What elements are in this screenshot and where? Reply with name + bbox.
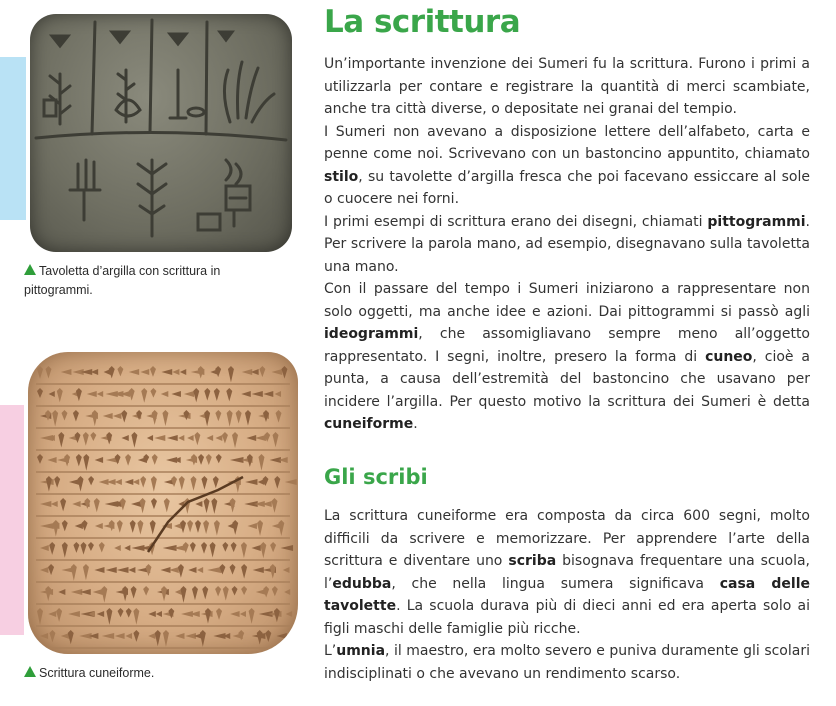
bold-term: umnia xyxy=(336,643,386,659)
paragraph xyxy=(324,121,810,211)
cuneiform-tablet-caption: Scrittura cuneiforme. xyxy=(24,664,264,683)
paragraph xyxy=(324,211,810,279)
bold-term: casa delle tavolette xyxy=(324,575,811,614)
bold-term: cuneiforme xyxy=(324,416,414,432)
bold-term: stilo xyxy=(324,168,359,185)
bold-term: pittogrammi xyxy=(707,213,806,230)
section-2-body xyxy=(324,505,810,685)
pictogram-tablet-photo xyxy=(30,14,292,252)
pictogram-tablet-caption: Tavoletta d’argilla con scrittura in pittogrammi. xyxy=(24,264,221,297)
text-run: I Sumeri non avevano a disposizione lettere dell’alfabeto, carta e penne come noi. Scrivevano con un bastoncino appuntito, chiamato xyxy=(324,123,810,162)
left-edge-blue-band xyxy=(0,57,26,220)
bold-term: ideogrammi xyxy=(324,326,419,342)
text-run: , che nella lingua sumera significava xyxy=(391,575,720,592)
text-run: , cioè a punta, a causa dell’estremità del bastoncino che usavano per incidere l’argilla. Per questo motivo la scrittura dei Sumeri è detta xyxy=(324,348,810,410)
text-run: I primi esempi di scrittura erano dei disegni, chiamati xyxy=(324,213,708,230)
text-run: . La scuola durava più di dieci anni ed era aperta solo ai figli maschi delle famiglie più ricche. xyxy=(324,598,810,637)
text-run: L’ xyxy=(324,643,337,659)
text-run: . Per scrivere la parola mano, ad esempio, disegnavano sulla tavoletta una mano. xyxy=(324,213,810,275)
text-run: . xyxy=(413,416,418,432)
paragraph xyxy=(324,53,810,121)
left-edge-pink-band xyxy=(0,405,24,635)
bold-term: cuneo xyxy=(705,348,753,365)
paragraph xyxy=(324,640,810,685)
cuneiform-tablet-photo xyxy=(28,352,298,654)
text-run: bisognava frequentare una scuola, l’ xyxy=(324,553,810,592)
triangle-up-icon xyxy=(24,264,36,275)
bold-term: edubba xyxy=(332,575,392,592)
paragraph xyxy=(324,278,810,436)
section-1-body xyxy=(324,53,810,436)
text-run: Un’importante invenzione dei Sumeri fu la scrittura. Furono i primi a utilizzarla per contare e registrare la quantità di merci scambiate, anche tra città diverse, o depositate nei granai del tempio. xyxy=(324,56,810,117)
text-run: , che assomigliavano sempre meno all’oggetto rappresentato. I segni, inoltre, presero la forma di xyxy=(324,326,810,365)
text-run: La scrittura cuneiforme era composta da circa 600 segni, molto difficili da scrivere e memorizzare. Per apprendere l’arte della scrittura e diventare uno xyxy=(324,508,810,569)
text-run: , su tavolette d’argilla fresca che poi facevano essiccare al sole o cuocere nei forni. xyxy=(324,168,810,207)
section-title-gli-scribi: Gli scribi xyxy=(324,465,428,489)
text-run: , il maestro, era molto severo e puniva duramente gli scolari indisciplinati o che avevano un rendimento scarso. xyxy=(324,643,810,682)
paragraph xyxy=(324,505,810,640)
triangle-up-icon xyxy=(24,666,36,677)
section-title-la-scrittura: La scrittura xyxy=(324,4,521,40)
text-run: Con il passare del tempo i Sumeri iniziarono a rappresentare non solo oggetti, ma anche idee e azioni. Dai pittogrammi si passò agli xyxy=(324,281,810,320)
bold-term: scriba xyxy=(508,553,557,569)
